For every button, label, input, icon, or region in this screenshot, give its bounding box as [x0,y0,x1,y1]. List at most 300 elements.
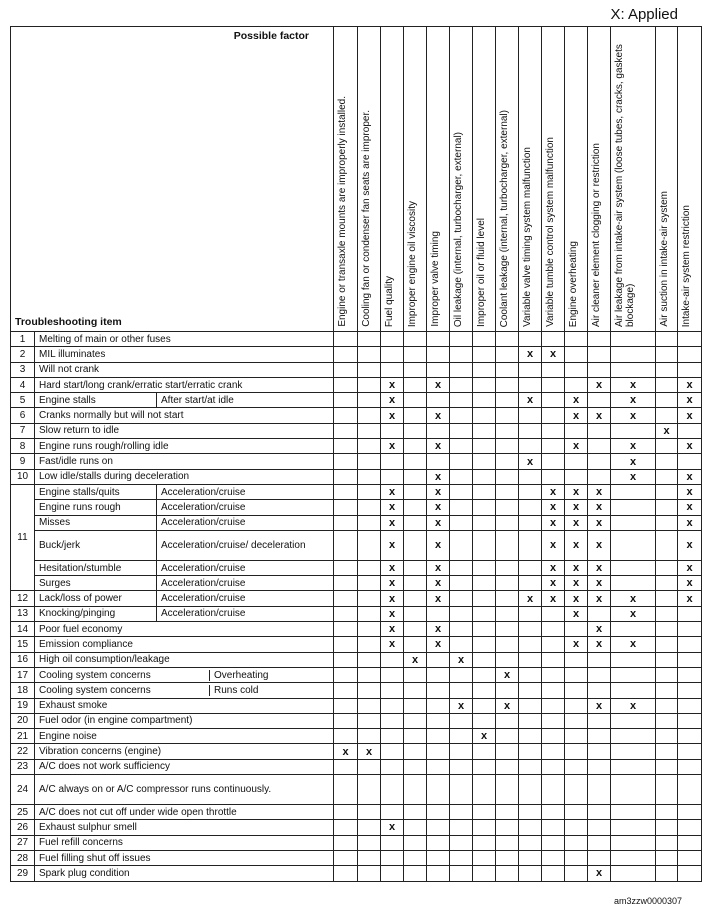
item-label: Engine stalls [35,393,157,408]
factor-cell [358,515,381,530]
factor-cell [519,637,542,652]
item-number: 3 [11,362,35,377]
item-number: 6 [11,408,35,423]
factor-header-5 [450,27,473,332]
factor-cell [358,484,381,499]
factor-cell [496,835,519,850]
item-number: 12 [11,591,35,606]
factor-cell [404,393,427,408]
factor-cell [542,454,565,469]
factor-cell [334,515,358,530]
factor-cell [611,805,656,820]
factor-cell [450,820,473,835]
factor-cell [334,775,358,805]
factor-cell [678,713,702,728]
factor-cell [450,850,473,865]
factor-cell [450,866,473,881]
factor-cell [450,500,473,515]
factor-cell [611,500,656,515]
item-number: 13 [11,606,35,621]
factor-cell [334,377,358,392]
factor-cell [427,683,450,698]
factor-cell [450,683,473,698]
applied-mark: x [427,591,450,606]
factor-header-11 [588,27,611,332]
factor-cell [450,805,473,820]
factor-cell [656,515,678,530]
factor-cell [358,667,381,682]
factor-cell [542,744,565,759]
factor-cell [427,744,450,759]
applied-mark: x [588,515,611,530]
item-number: 14 [11,622,35,637]
applied-mark: x [611,637,656,652]
table-row [11,393,702,408]
applied-mark: x [565,560,588,575]
factor-cell [565,835,588,850]
item-condition: Acceleration/cruise [157,591,334,606]
applied-mark: x [678,591,702,606]
factor-cell [565,744,588,759]
table-row [11,515,702,530]
factor-cell [358,332,381,347]
applied-mark: x [381,606,404,621]
factor-cell [404,820,427,835]
factor-cell [656,622,678,637]
factor-cell [588,454,611,469]
factor-cell [611,683,656,698]
factor-cell [496,362,519,377]
factor-cell [381,866,404,881]
factor-cell [565,759,588,774]
factor-cell [611,729,656,744]
factor-cell [473,576,496,591]
factor-cell [473,530,496,560]
factor-cell [404,362,427,377]
applied-mark: x [427,637,450,652]
factor-label: Improper valve timing [430,231,442,327]
factor-cell [358,377,381,392]
item-label: Buck/jerk [35,530,157,560]
factor-cell [334,484,358,499]
item-label: Surges [35,576,157,591]
factor-cell [358,850,381,865]
factor-cell [588,347,611,362]
factor-cell [381,423,404,438]
factor-cell [656,362,678,377]
factor-cell [565,377,588,392]
applied-mark: x [565,484,588,499]
factor-cell [334,729,358,744]
factor-cell [473,835,496,850]
factor-cell [334,759,358,774]
applied-mark: x [611,439,656,454]
item-number: 17 [11,667,35,682]
factor-cell [358,454,381,469]
factor-label: Air suction in intake-air system [659,191,671,327]
factor-cell [473,454,496,469]
factor-cell [404,729,427,744]
item-label: Melting of main or other fuses [35,332,334,347]
factor-cell [404,454,427,469]
factor-cell [678,866,702,881]
applied-mark: x [542,591,565,606]
factor-cell [656,667,678,682]
applied-mark: x [381,591,404,606]
factor-cell [450,835,473,850]
factor-cell [381,744,404,759]
item-label: Engine runs rough [35,500,157,515]
factor-cell [334,652,358,667]
item-label: A/C does not work sufficiency [35,759,334,774]
factor-cell [473,652,496,667]
factor-cell [496,622,519,637]
factor-cell [427,454,450,469]
factor-cell [611,530,656,560]
factor-cell [473,423,496,438]
factor-cell [427,775,450,805]
applied-mark: x [678,576,702,591]
applied-mark: x [611,469,656,484]
factor-cell [450,454,473,469]
applied-mark: x [427,484,450,499]
factor-cell [334,637,358,652]
factor-cell [542,622,565,637]
factor-cell [358,835,381,850]
item-label: Hard start/long crank/erratic start/erratic crank [35,377,334,392]
factor-cell [565,850,588,865]
factor-cell [542,775,565,805]
factor-label: Cooling fan or condenser fan seats are improper. [361,110,373,327]
factor-label: Oil leakage (internal, turbocharger, external) [453,131,465,327]
table-row [11,683,702,698]
applied-mark: x [542,576,565,591]
factor-cell [656,606,678,621]
factor-cell [565,667,588,682]
applied-mark: x [381,439,404,454]
item-number: 24 [11,775,35,805]
factor-cell [565,347,588,362]
factor-cell [519,713,542,728]
factor-cell [656,820,678,835]
factor-cell [381,454,404,469]
factor-cell [358,408,381,423]
table-row [11,576,702,591]
factor-cell [519,667,542,682]
applied-mark: x [496,667,519,682]
table-row [11,652,702,667]
item-number: 29 [11,866,35,881]
factor-cell [450,667,473,682]
factor-cell [565,362,588,377]
table-row [11,759,702,774]
applied-mark: x [381,576,404,591]
factor-cell [358,637,381,652]
factor-cell [334,835,358,850]
factor-cell [542,866,565,881]
item-number: 16 [11,652,35,667]
factor-cell [611,622,656,637]
factor-cell [381,362,404,377]
item-number: 7 [11,423,35,438]
factor-cell [473,775,496,805]
factor-cell [656,347,678,362]
item-label: Cooling system concerns [35,685,210,696]
table-row [11,347,702,362]
legend-applied: X: Applied [610,6,678,23]
applied-mark: x [565,591,588,606]
factor-cell [427,698,450,713]
factor-cell [450,560,473,575]
factor-cell [404,805,427,820]
applied-mark: x [427,576,450,591]
factor-cell [496,454,519,469]
factor-cell [358,698,381,713]
factor-cell [542,805,565,820]
factor-label: Improper oil or fluid level [476,218,488,327]
factor-cell [656,729,678,744]
factor-cell [565,652,588,667]
factor-cell [358,591,381,606]
factor-header-3 [404,27,427,332]
factor-cell [542,759,565,774]
applied-mark: x [565,576,588,591]
factor-cell [565,469,588,484]
factor-cell [496,560,519,575]
table-row [11,560,702,575]
factor-cell [404,637,427,652]
factor-cell [427,850,450,865]
factor-cell [611,576,656,591]
factor-cell [334,439,358,454]
factor-cell [404,423,427,438]
factor-cell [496,408,519,423]
factor-cell [381,835,404,850]
factor-cell [450,622,473,637]
factor-cell [427,759,450,774]
factor-cell [656,500,678,515]
factor-label: Improper engine oil viscosity [407,200,419,327]
factor-cell [358,347,381,362]
factor-cell [404,667,427,682]
factor-cell [611,713,656,728]
factor-cell [656,469,678,484]
factor-cell [334,408,358,423]
table-row [11,622,702,637]
table-row [11,775,702,805]
applied-mark: x [542,530,565,560]
factor-cell [496,439,519,454]
factor-cell [588,683,611,698]
factor-cell [588,850,611,865]
factor-cell [404,775,427,805]
applied-mark: x [678,377,702,392]
factor-cell [473,683,496,698]
factor-cell [656,835,678,850]
factor-cell [450,713,473,728]
factor-cell [334,530,358,560]
factor-cell [611,820,656,835]
item-label-group [35,683,334,698]
applied-mark: x [588,484,611,499]
factor-cell [450,759,473,774]
table-row [11,362,702,377]
factor-cell [588,667,611,682]
factor-cell [611,652,656,667]
item-number: 27 [11,835,35,850]
factor-cell [473,469,496,484]
factor-cell [678,362,702,377]
table-row [11,377,702,392]
item-label: Emission compliance [35,637,334,652]
factor-cell [519,469,542,484]
factor-cell [588,469,611,484]
factor-cell [404,347,427,362]
item-number: 22 [11,744,35,759]
applied-mark: x [381,515,404,530]
factor-header-6 [473,27,496,332]
factor-cell [565,713,588,728]
applied-mark: x [588,408,611,423]
factor-cell [656,530,678,560]
factor-cell [404,560,427,575]
factor-header-8 [519,27,542,332]
applied-mark: x [611,408,656,423]
factor-cell [678,423,702,438]
factor-cell [473,713,496,728]
factor-cell [611,484,656,499]
table-row [11,500,702,515]
item-number: 2 [11,347,35,362]
factor-cell [334,500,358,515]
factor-cell [542,408,565,423]
factor-cell [334,362,358,377]
factor-cell [588,393,611,408]
applied-mark: x [611,698,656,713]
factor-cell [404,866,427,881]
factor-cell [381,698,404,713]
factor-cell [358,362,381,377]
factor-cell [542,637,565,652]
factor-cell [358,683,381,698]
factor-cell [656,454,678,469]
factor-cell [678,820,702,835]
item-number: 23 [11,759,35,774]
item-condition: Overheating [214,669,269,681]
factor-cell [496,850,519,865]
factor-cell [565,423,588,438]
applied-mark: x [542,515,565,530]
factor-cell [565,775,588,805]
factor-cell [450,393,473,408]
factor-cell [404,622,427,637]
factor-cell [358,469,381,484]
factor-cell [611,560,656,575]
item-label: MIL illuminates [35,347,334,362]
factor-label: Variable valve timing system malfunction [522,147,534,327]
factor-cell [565,866,588,881]
applied-mark: x [588,622,611,637]
item-label: Spark plug condition [35,866,334,881]
factor-cell [450,530,473,560]
item-condition: Acceleration/cruise [157,560,334,575]
factor-cell [334,332,358,347]
factor-cell [358,775,381,805]
factor-cell [496,484,519,499]
factor-cell [519,423,542,438]
applied-mark: x [381,637,404,652]
factor-cell [656,484,678,499]
factor-cell [656,377,678,392]
factor-cell [404,408,427,423]
factor-header-4 [427,27,450,332]
factor-cell [450,591,473,606]
factor-cell [565,622,588,637]
factor-cell [427,805,450,820]
applied-mark: x [588,637,611,652]
item-number: 25 [11,805,35,820]
factor-cell [678,698,702,713]
applied-mark: x [588,500,611,515]
factor-cell [427,652,450,667]
factor-cell [473,439,496,454]
factor-cell [358,393,381,408]
item-label: Vibration concerns (engine) [35,744,334,759]
factor-cell [519,362,542,377]
item-label: Knocking/pinging [35,606,157,621]
table-row [11,835,702,850]
applied-mark: x [565,637,588,652]
factor-cell [450,377,473,392]
item-number: 11 [11,484,35,590]
factor-cell [381,850,404,865]
applied-mark: x [381,408,404,423]
item-condition: Acceleration/cruise [157,606,334,621]
factor-cell [473,347,496,362]
item-number: 9 [11,454,35,469]
applied-mark: x [588,698,611,713]
factor-cell [565,729,588,744]
factor-cell [611,850,656,865]
factor-cell [656,759,678,774]
factor-cell [358,866,381,881]
factor-cell [450,362,473,377]
factor-cell [656,637,678,652]
factor-cell [334,423,358,438]
factor-cell [611,775,656,805]
item-number: 10 [11,469,35,484]
factor-cell [496,713,519,728]
factor-cell [404,576,427,591]
factor-cell [542,332,565,347]
factor-cell [496,347,519,362]
table-row [11,729,702,744]
item-number: 4 [11,377,35,392]
factor-cell [334,683,358,698]
factor-cell [381,759,404,774]
factor-cell [427,393,450,408]
factor-cell [358,713,381,728]
factor-cell [473,500,496,515]
factor-cell [588,362,611,377]
factor-cell [496,759,519,774]
applied-mark: x [678,560,702,575]
factor-cell [496,820,519,835]
factor-cell [358,652,381,667]
factor-cell [588,729,611,744]
factor-cell [473,408,496,423]
factor-cell [678,729,702,744]
